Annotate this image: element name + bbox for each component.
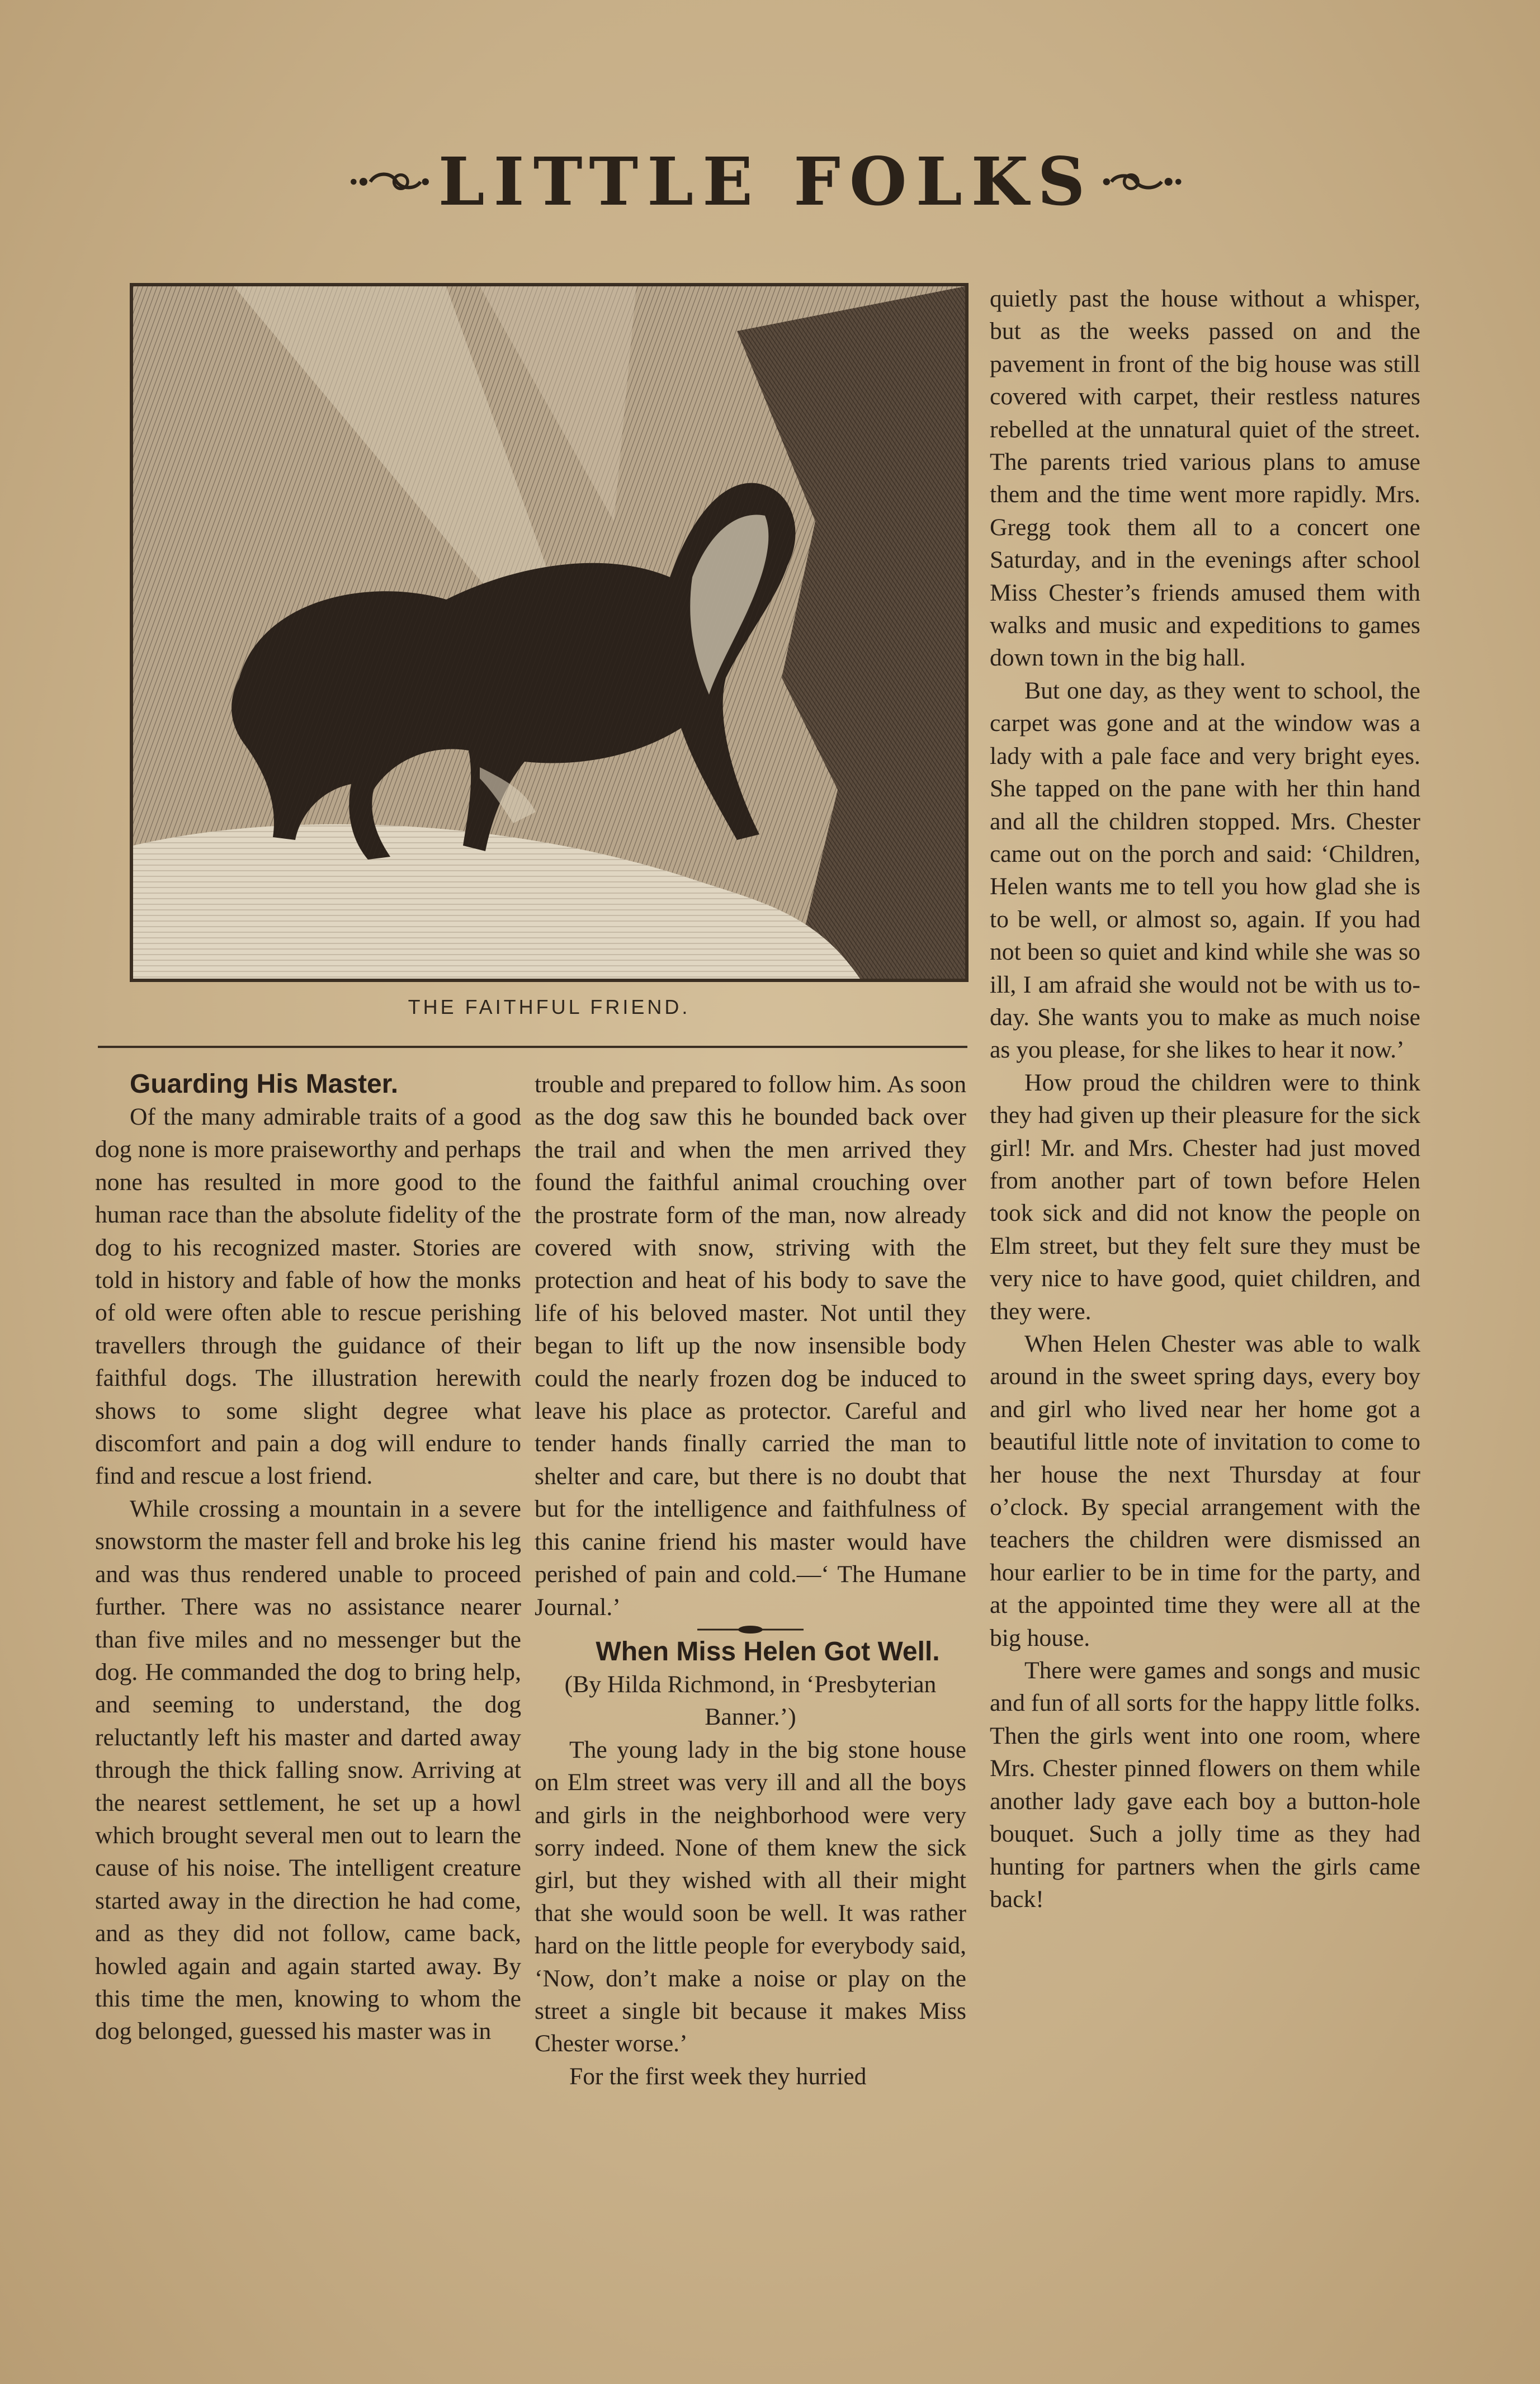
masthead (347, 140, 1185, 224)
article-paragraph: When Helen Chester was able to walk around in the sweet spring days, every boy and girl who lived near her home got a beautiful little note of invitation to come to her house the next Thursday at four o’clock. By special arrangement with the teachers the children were dismissed an hour earlier to be in time for the party, and at the appointed time they were all at the big house. (990, 1330, 1420, 1651)
article-paragraph: But one day, as they went to school, the carpet was gone and at the window was a lady with a pale face and very bright eyes. She tapped on the pane with her thin hand and all the children stopped. Mrs. Chester came out on the porch and said: ‘Children, Helen wants me to tell you how glad she is to be well, or almost so, again. If you had not been so quiet and kind while she was so ill, I am afraid she would not be with us to-day. She wants you to make as much noise as you please, for she likes to hear it now.’ (990, 677, 1420, 1064)
column-3 (990, 282, 1420, 1915)
article-paragraph: While crossing a mountain in a severe snowstorm the master fell and broke his leg and was thus rendered unable to proceed further. There was no assistance nearer than five miles and no messenger but the dog. He commanded the dog to bring help, and seeming to understand, the dog reluctantly left his master and darted away through the thick falling snow. Arriving at the nearest settlement, he set up a howl which brought several men out to learn the cause of his noise. The intelligent creature started away in the direction he had come, and as they did not follow, came back, howled again and again started away. By this time the men, knowing to whom the dog belonged, guessed his master was in (95, 1495, 521, 2045)
divider-ornament-icon (697, 1623, 804, 1636)
left-ornament-icon (347, 165, 431, 199)
column-2 (535, 1068, 966, 2093)
article-paragraph: quietly past the house without a whisper, but as the weeks passed on and the pavement in front of the big house was still covered with carpet, their restless natures rebelled at the unnatural quiet of the street. The parents tried various plans to amuse them and the time went more rapidly. Mrs. Gregg took them all to a concert one Saturday, and in the evenings after school Miss Chester’s friends amused them with walks and music and expeditions to games down town in the big hall. (990, 285, 1420, 672)
masthead-title: LITTLE FOLKS (438, 143, 1094, 220)
article-paragraph: How proud the children were to think they had given up their pleasure for the sick girl! Mr. and Mrs. Chester had just moved from another part of town before Helen took sick and did not know the people on Elm street, but they felt sure they must be very nice to have good, quiet children, and they were. (990, 1069, 1420, 1325)
section-rule (98, 1046, 967, 1048)
article-paragraph: The young lady in the big stone house on Elm street was very ill and all the boys and girls in the neighborhood were very sorry indeed. None of them knew the sick girl, but they wished with all their might that she would soon be well. It was rather hard on the little people for everybody said, ‘Now, don’t make a noise or play on the street a single bit because it makes Miss Chester worse.’ (535, 1736, 966, 2057)
article-title-guarding: Guarding His Master. (130, 1069, 399, 1099)
right-ornament-icon (1102, 165, 1185, 199)
article-paragraph: There were games and songs and music and fun of all sorts for the happy little folks. Then the girls went into one room, where Mrs. Chester pinned flowers on them while another lady gave each boy a button-hole bouquet. Such a jolly time as they had hunting for partners when the girls came back! (990, 1657, 1421, 1913)
column-1 (95, 1068, 521, 2048)
article-paragraph: Of the many admirable traits of a good dog none is more praiseworthy and perhaps none has resulted in more good to the human race than the absolute fidelity of the dog to his recognized master. Stories are told in history and fable of how the monks of old were often able to rescue perishing travellers through the guidance of their faithful dogs. The illustration herewith shows to some slight degree what discomfort and pain a dog will endure to find and rescue a lost friend. (95, 1103, 521, 1490)
article-paragraph: For the first week they hurried (569, 2062, 867, 2090)
illustration-caption: THE FAITHFUL FRIEND. (408, 995, 691, 1018)
article-title-helen: When Miss Helen Got Well. (596, 1636, 940, 1667)
dog-in-snow-illustration (133, 286, 965, 979)
article-byline: (By Hilda Richmond, in ‘Presbyterian Banner.’) (564, 1670, 937, 1731)
illustration-frame (130, 283, 969, 982)
article-paragraph: trouble and prepared to follow him. As soon as the dog saw this he bounded back over the trail and when the men arrived they found the faithful animal crouching over the prostrate form of the man, now already covered with snow, striving with the protection and heat of his body to save the life of his beloved master. Not until they began to lift up the now insensible body could the nearly frozen dog be induced to leave his place as protector. Careful and tender hands finally carried the man to shelter and care, but there is no doubt that but for the intelligence and faithfulness of this canine friend his master would have perished of pain and cold.—‘ The Humane Journal.’ (535, 1071, 966, 1621)
